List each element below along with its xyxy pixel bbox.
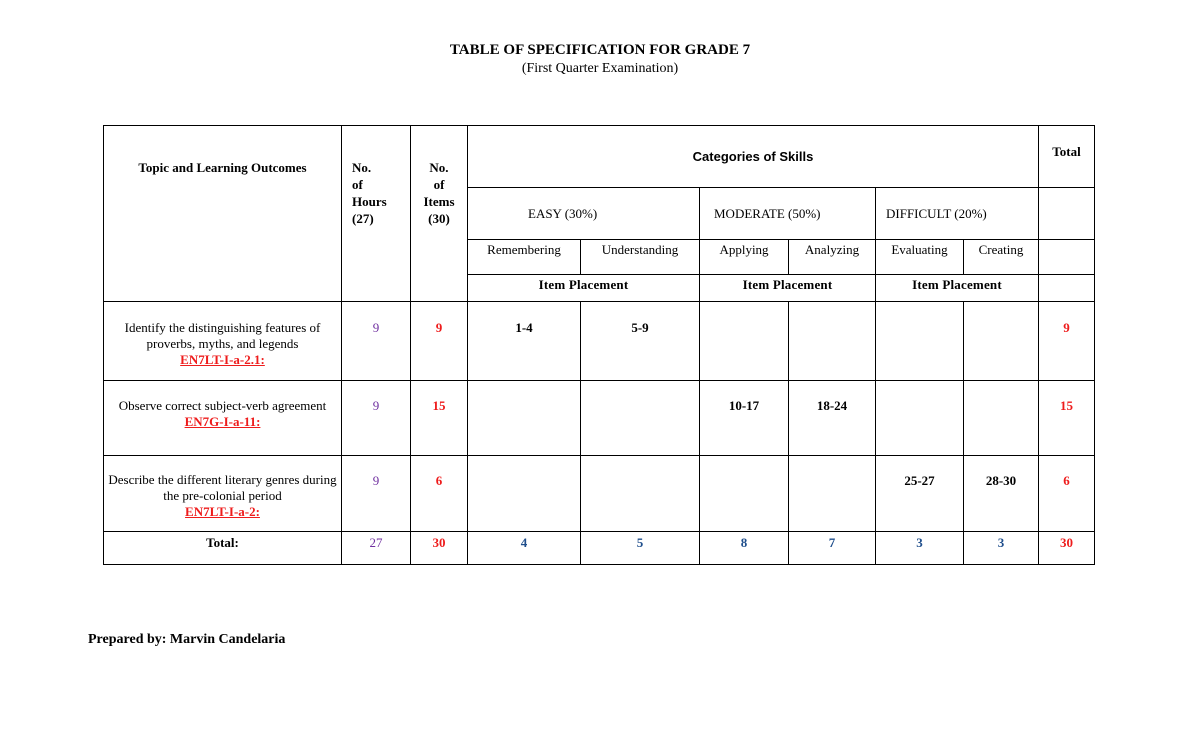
skill-applying: Applying [700, 240, 789, 275]
placement-cell [581, 381, 700, 456]
hours-cell: 9 [342, 456, 411, 532]
placement-cell [700, 302, 789, 381]
placement-cell [581, 456, 700, 532]
table-row [104, 381, 1095, 456]
placement-cell [964, 302, 1039, 381]
placement-total-blank [1039, 275, 1095, 302]
item-placement-easy: Item Placement [468, 275, 700, 302]
header-items: No. of Items (30) [411, 126, 468, 302]
prepared-by: Prepared by: Marvin Candelaria [88, 632, 286, 647]
items-cell: 9 [411, 302, 468, 381]
row-total-cell: 9 [1039, 302, 1095, 381]
totals-row [104, 532, 1095, 565]
skill-remembering: Remembering [468, 240, 581, 275]
skill-evaluating: Evaluating [876, 240, 964, 275]
totals-understanding: 5 [581, 532, 700, 565]
row-total-cell: 15 [1039, 381, 1095, 456]
item-placement-moderate: Item Placement [700, 275, 876, 302]
topic-cell: Identify the distinguishing features of proverbs, myths, and legends EN7LT-I-a-2.1: [104, 302, 342, 381]
placement-cell: 5-9 [581, 302, 700, 381]
placement-cell [789, 456, 876, 532]
skill-understanding: Understanding [581, 240, 700, 275]
hours-cell: 9 [342, 302, 411, 381]
topic-cell: Describe the different literary genres during the pre-colonial period EN7LT-I-a-2: [104, 456, 342, 532]
totals-analyzing: 7 [789, 532, 876, 565]
table-row [104, 302, 1095, 381]
totals-creating: 3 [964, 532, 1039, 565]
placement-cell [964, 381, 1039, 456]
placement-cell [468, 381, 581, 456]
competency-code: EN7LT-I-a-2: [185, 504, 260, 519]
level-difficult: DIFFICULT (20%) [876, 188, 1039, 240]
placement-cell [700, 456, 789, 532]
competency-code: EN7G-I-a-11: [184, 414, 261, 429]
totals-grand: 30 [1039, 532, 1095, 565]
competency-code: EN7LT-I-a-2.1: [180, 352, 265, 367]
placement-cell [789, 302, 876, 381]
placement-cell: 18-24 [789, 381, 876, 456]
placement-cell [468, 456, 581, 532]
placement-cell: 10-17 [700, 381, 789, 456]
totals-remembering: 4 [468, 532, 581, 565]
header-hours: No. of Hours (27) [342, 126, 411, 302]
header-total: Total [1039, 126, 1095, 188]
totals-label: Total: [104, 532, 342, 565]
specification-table [103, 125, 1095, 565]
placement-cell: 25-27 [876, 456, 964, 532]
header-topic: Topic and Learning Outcomes [104, 126, 342, 302]
row-total-cell: 6 [1039, 456, 1095, 532]
totals-evaluating: 3 [876, 532, 964, 565]
document-title: TABLE OF SPECIFICATION FOR GRADE 7 [449, 42, 751, 58]
skill-analyzing: Analyzing [789, 240, 876, 275]
totals-hours: 27 [342, 532, 411, 565]
hours-cell: 9 [342, 381, 411, 456]
items-cell: 15 [411, 381, 468, 456]
table-row [104, 456, 1095, 532]
totals-applying: 8 [700, 532, 789, 565]
item-placement-difficult: Item Placement [876, 275, 1039, 302]
level-moderate: MODERATE (50%) [700, 188, 876, 240]
placement-cell: 1-4 [468, 302, 581, 381]
skill-total-blank [1039, 240, 1095, 275]
items-cell: 6 [411, 456, 468, 532]
placement-cell [876, 381, 964, 456]
placement-cell: 28-30 [964, 456, 1039, 532]
document-subtitle: (First Quarter Examination) [521, 61, 679, 76]
totals-items: 30 [411, 532, 468, 565]
topic-cell: Observe correct subject-verb agreement EN7G-I-a-11: [104, 381, 342, 456]
skill-creating: Creating [964, 240, 1039, 275]
level-easy: EASY (30%) [468, 188, 700, 240]
placement-cell [876, 302, 964, 381]
header-categories: Categories of Skills [468, 126, 1039, 188]
header-total-blank [1039, 188, 1095, 240]
